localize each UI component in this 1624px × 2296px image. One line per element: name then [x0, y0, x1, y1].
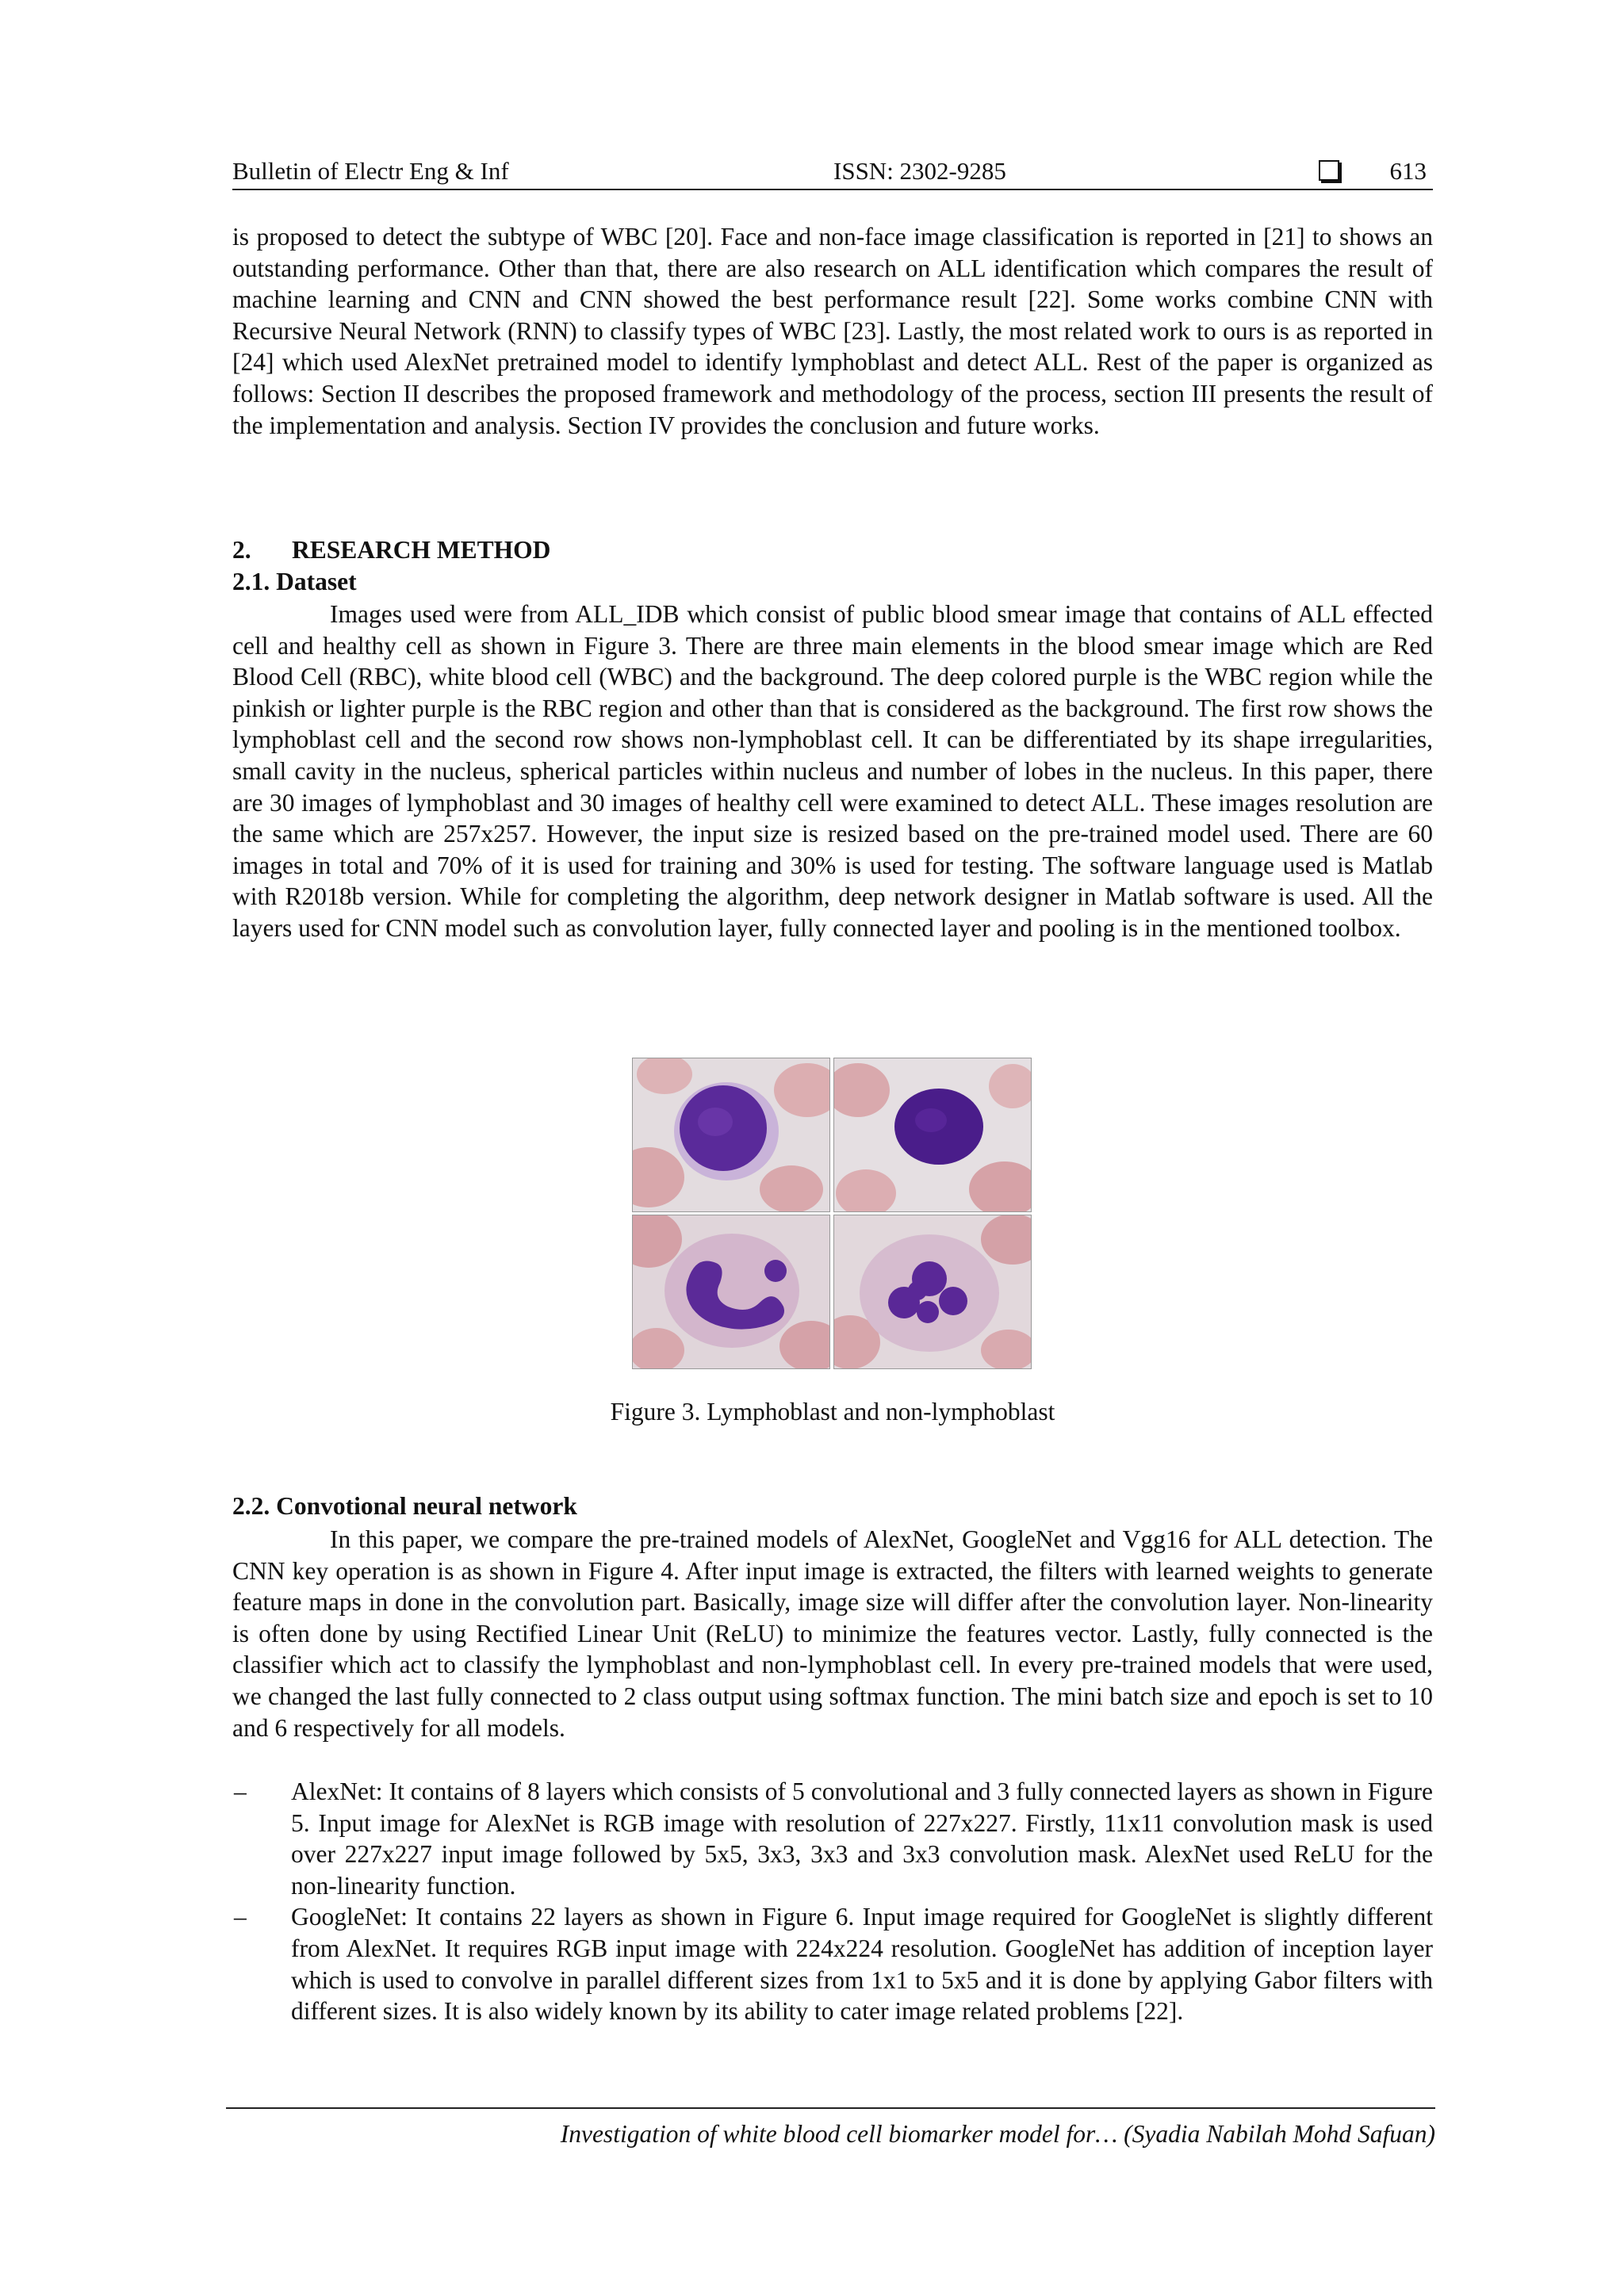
figure-3 — [632, 1058, 1032, 1368]
issn: ISSN: 2302-9285 — [833, 157, 1006, 185]
page-number: 613 — [1389, 157, 1427, 185]
intro-paragraph-block — [232, 221, 1433, 441]
footer-text: Investigation of white blood cell biomarker model for… (Syadia Nabilah Mohd Safuan) — [560, 2120, 1435, 2148]
journal-name: Bulletin of Electr Eng & Inf — [232, 157, 509, 185]
list-item-googlenet — [232, 1901, 1433, 2026]
bullet-text: AlexNet: It contains of 8 layers which consists of 5 convolutional and 3 fully connected layers as shown in Figure 5. Input image for AlexNet is RGB image with resolution of 227x227. Firstly, 11x11 convolution mask is used over 227x227 input image followed by 5x5, 3x3, 3x3 and 3x3 convolution mask. AlexNet used ReLU for the non-linearity function. — [291, 1777, 1433, 1900]
cnn-paragraph: In this paper, we compare the pre-trained models of AlexNet, GoogleNet and Vgg16 for ALL detection. The CNN key operation is as shown in Figure 4. After input image is extracted, the filters with learned weights to generate feature maps in done in the convolution part. Basically, image size will differ after the convolution layer. Non-linearity is often done by using Rectified Linear Unit (ReLU) to minimize the features vector. Lastly, fully connected is the classifier which act to classify the lymphoblast and non-lymphoblast cell. In every pre-trained models that were used, we changed the last fully connected to 2 class output using softmax function. The mini batch size and epoch is set to 10 and 6 respectively for all models. — [232, 1525, 1433, 1742]
dash-bullet: – — [234, 1777, 247, 1805]
running-header — [232, 151, 1433, 190]
section-title: RESEARCH METHOD — [292, 536, 551, 564]
cnn-paragraph-block — [232, 1524, 1433, 1743]
dataset-paragraph: Images used were from ALL_IDB which consist of public blood smear image that contains of ALL effected cell and healthy cell as shown in Figure 3. There are three main elements in the blood smear image which are Red Blood Cell (RBC), white blood cell (WBC) and the background. The deep colored purple is the WBC region while the pinkish or lighter purple is the RBC region and other than that is considered as the background. The first row shows the lymphoblast cell and the second row shows non-lymphoblast cell. It can be differentiated by its shape irregularities, small cavity in the nucleus, spherical particles within nucleus and number of lobes in the nucleus. In this paper, there are 30 images of lymphoblast and 30 images of healthy cell were examined to detect ALL. These images resolution are the same which are 257x257. However, the input size is resized based on the pre-trained model used. There are 60 images in total and 70% of it is used for training and 30% is used for testing. The software language used is Matlab with R2018b version. While for completing the algorithm, deep network designer in Matlab software is used. All the layers used for CNN model such as convolution layer, fully connected layer and pooling is in the mentioned toolbox. — [232, 600, 1433, 942]
list-item-alexnet — [232, 1776, 1433, 1901]
subsection-heading-dataset: 2.1. Dataset — [232, 568, 357, 595]
non-lymphoblast-image-2 — [833, 1215, 1032, 1369]
bullet-text: GoogleNet: It contains 22 layers as shown in Figure 6. Input image required for GoogleNet is slightly different from AlexNet. It requires RGB input image with 224x224 resolution. GoogleNet has addition of inception layer which is used to convolve in parallel different sizes from 1x1 to 5x5 and it is done by applying Gabor filters with different sizes. It is also widely known by its ability to cater image related problems [22]. — [291, 1903, 1433, 2026]
model-bullet-list — [232, 1776, 1433, 2027]
non-lymphoblast-image-1 — [632, 1215, 830, 1369]
dataset-paragraph-block — [232, 599, 1433, 944]
figure-3-caption: Figure 3. Lymphoblast and non-lymphoblast — [610, 1398, 1055, 1425]
running-footer — [226, 2107, 1435, 2148]
section-number: 2. — [232, 536, 251, 564]
dash-bullet: – — [234, 1903, 247, 1931]
lymphoblast-image-1 — [632, 1058, 830, 1212]
subsection-heading-cnn: 2.2. Convotional neural network — [232, 1492, 577, 1520]
lymphoblast-image-2 — [833, 1058, 1032, 1212]
section-heading — [232, 536, 550, 564]
intro-paragraph: is proposed to detect the subtype of WBC [20]. Face and non-face image classification is reported in [21] to shows an outstanding performance. Other than that, there are also research on ALL identification which compares the result of machine learning and CNN and CNN showed the best performance result [22]. Some works combine CNN with Recursive Neural Network (RNN) to classify types of WBC [23]. Lastly, the most related work to ours is as reported in [24] which used AlexNet pretrained model to identify lymphoblast and detect ALL. Rest of the paper is organized as follows: Section II describes the proposed framework and methodology of the process, section III presents the result of the implementation and analysis. Section IV provides the conclusion and future works. — [232, 223, 1433, 439]
square-bullet-icon — [1319, 160, 1339, 181]
